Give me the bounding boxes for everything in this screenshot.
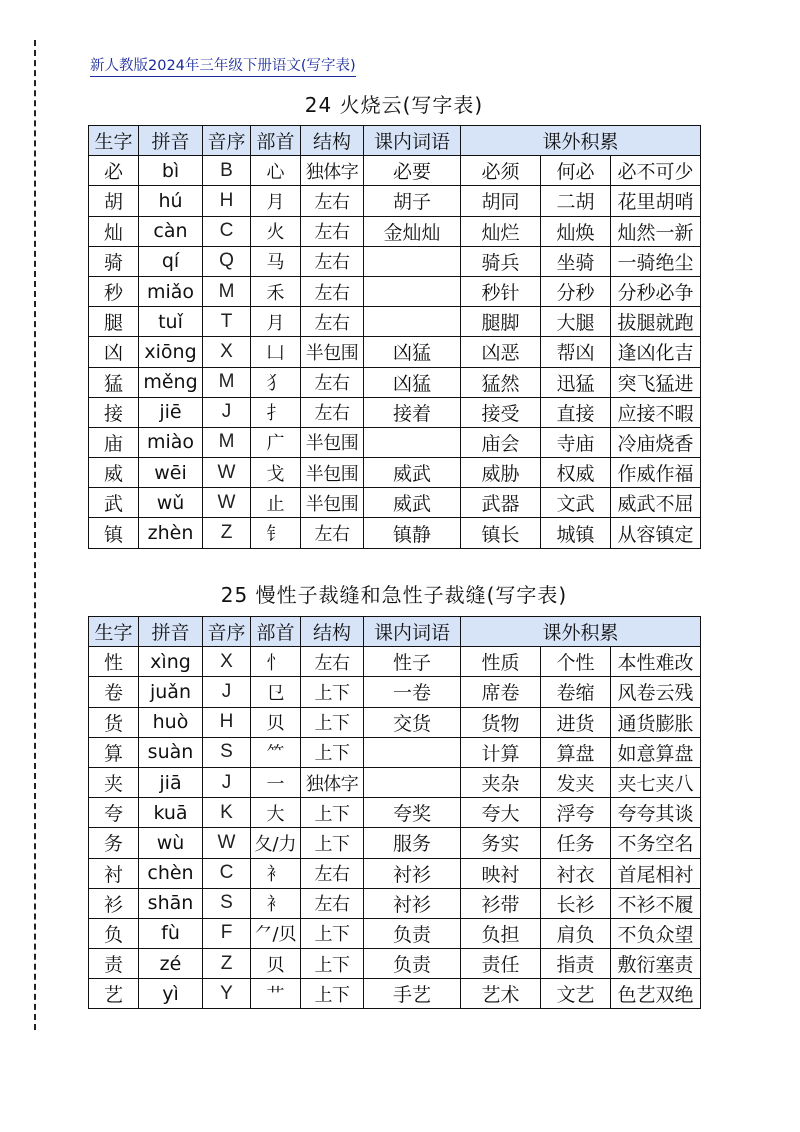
cell-structure: 左右: [301, 276, 364, 306]
cell-extra-idiom: 突飞猛进: [611, 367, 701, 397]
cell-inclass-word: [364, 767, 461, 797]
cell-extra-word: 指责: [541, 949, 611, 979]
cell-inclass-word: 服务: [364, 828, 461, 858]
cell-extra-word: 个性: [541, 647, 611, 677]
cell-pinyin: suàn: [139, 737, 203, 767]
cell-char: 负: [89, 918, 139, 948]
cell-extra-word: 必须: [461, 156, 541, 186]
cell-extra-word: 坐骑: [541, 246, 611, 276]
cell-extra-word: 衬衣: [541, 858, 611, 888]
cell-extra-idiom: 本性难改: [611, 647, 701, 677]
cell-extra-word: 衫带: [461, 888, 541, 918]
cell-radical: 马: [251, 246, 301, 276]
cell-order: C: [203, 216, 251, 246]
cell-pinyin: xìng: [139, 647, 203, 677]
lesson-24-title: 24 火烧云(写字表): [304, 93, 484, 117]
cell-inclass-word: 威武: [364, 458, 461, 488]
lesson-25-title: 25 慢性子裁缝和急性子裁缝(写字表): [220, 583, 568, 607]
cell-pinyin: shān: [139, 888, 203, 918]
cell-extra-word: 寺庙: [541, 427, 611, 457]
table-header-row: [89, 126, 701, 156]
cell-inclass-word: 接着: [364, 397, 461, 427]
cell-char: 责: [89, 949, 139, 979]
cell-order: M: [203, 367, 251, 397]
cell-radical: 火: [251, 216, 301, 246]
cell-pinyin: qí: [139, 246, 203, 276]
cell-structure: 左右: [301, 858, 364, 888]
cell-radical: 犭: [251, 367, 301, 397]
lesson-24-table: [88, 125, 701, 549]
header-extra-words: 课外积累: [461, 617, 701, 647]
cell-radical: 贝: [251, 949, 301, 979]
cell-inclass-word: 负责: [364, 918, 461, 948]
table-row: [89, 828, 701, 858]
cell-order: C: [203, 858, 251, 888]
header-structure: 结构: [301, 126, 364, 156]
cell-radical: ⺮: [251, 737, 301, 767]
cell-extra-idiom: 花里胡哨: [611, 186, 701, 216]
cell-extra-idiom: 通货膨胀: [611, 707, 701, 737]
cell-structure: 独体字: [301, 767, 364, 797]
cell-radical: 㔾: [251, 677, 301, 707]
cell-structure: 上下: [301, 828, 364, 858]
cell-radical: 止: [251, 488, 301, 518]
cell-pinyin: jiā: [139, 767, 203, 797]
cell-inclass-word: 手艺: [364, 979, 461, 1009]
cell-extra-word: 灿烂: [461, 216, 541, 246]
cell-order: Z: [203, 949, 251, 979]
cell-pinyin: miào: [139, 427, 203, 457]
cell-extra-word: 灿焕: [541, 216, 611, 246]
cell-order: S: [203, 737, 251, 767]
cell-char: 镇: [89, 518, 139, 548]
table-row: [89, 458, 701, 488]
table-row: [89, 677, 701, 707]
cell-extra-word: 帮凶: [541, 337, 611, 367]
cell-structure: 上下: [301, 677, 364, 707]
table-row: [89, 858, 701, 888]
table-row: [89, 337, 701, 367]
cell-extra-word: 肩负: [541, 918, 611, 948]
cell-char: 衬: [89, 858, 139, 888]
cell-inclass-word: [364, 307, 461, 337]
cell-inclass-word: 镇静: [364, 518, 461, 548]
cell-extra-word: 何必: [541, 156, 611, 186]
cell-pinyin: huò: [139, 707, 203, 737]
table-row: [89, 767, 701, 797]
table-row: [89, 707, 701, 737]
header-inclass-words: 课内词语: [364, 617, 461, 647]
cell-extra-word: 猛然: [461, 367, 541, 397]
cell-inclass-word: 衬衫: [364, 888, 461, 918]
cell-char: 威: [89, 458, 139, 488]
cell-extra-word: 务实: [461, 828, 541, 858]
header-extra-words: 课外积累: [461, 126, 701, 156]
cell-radical: 广: [251, 427, 301, 457]
cell-extra-word: 凶恶: [461, 337, 541, 367]
cell-structure: 独体字: [301, 156, 364, 186]
cell-extra-word: 骑兵: [461, 246, 541, 276]
cell-extra-word: 秒针: [461, 276, 541, 306]
header-radical: 部首: [251, 617, 301, 647]
cell-extra-idiom: 夹七夹八: [611, 767, 701, 797]
cell-char: 灿: [89, 216, 139, 246]
cell-extra-word: 胡同: [461, 186, 541, 216]
header-char: 生字: [89, 126, 139, 156]
cell-extra-word: 任务: [541, 828, 611, 858]
cell-order: Q: [203, 246, 251, 276]
cell-char: 凶: [89, 337, 139, 367]
cell-char: 必: [89, 156, 139, 186]
cell-extra-word: 性质: [461, 647, 541, 677]
cell-radical: 一: [251, 767, 301, 797]
cell-extra-idiom: 敷衍塞责: [611, 949, 701, 979]
cell-structure: 左右: [301, 647, 364, 677]
cell-inclass-word: 必要: [364, 156, 461, 186]
cell-order: T: [203, 307, 251, 337]
cell-extra-word: 直接: [541, 397, 611, 427]
cell-order: H: [203, 707, 251, 737]
cell-char: 腿: [89, 307, 139, 337]
cell-extra-word: 分秒: [541, 276, 611, 306]
cell-extra-idiom: 威武不屈: [611, 488, 701, 518]
cell-extra-word: 镇长: [461, 518, 541, 548]
cell-extra-idiom: 不衫不履: [611, 888, 701, 918]
cell-extra-idiom: 首尾相衬: [611, 858, 701, 888]
cell-radical: 戈: [251, 458, 301, 488]
header-order: 音序: [203, 126, 251, 156]
cell-extra-idiom: 拔腿就跑: [611, 307, 701, 337]
header-radical: 部首: [251, 126, 301, 156]
cell-extra-word: 二胡: [541, 186, 611, 216]
cell-radical: 艹: [251, 979, 301, 1009]
cell-radical: 凵: [251, 337, 301, 367]
table-row: [89, 246, 701, 276]
cell-extra-word: 权威: [541, 458, 611, 488]
cell-order: W: [203, 488, 251, 518]
cell-char: 衫: [89, 888, 139, 918]
cell-structure: 上下: [301, 737, 364, 767]
header-inclass-words: 课内词语: [364, 126, 461, 156]
cell-pinyin: wǔ: [139, 488, 203, 518]
header-char: 生字: [89, 617, 139, 647]
cell-structure: 左右: [301, 367, 364, 397]
document-header: 新人教版2024年三年级下册语文(写字表): [90, 57, 356, 77]
cell-char: 艺: [89, 979, 139, 1009]
cell-extra-word: 负担: [461, 918, 541, 948]
cell-structure: 上下: [301, 918, 364, 948]
cell-extra-word: 席卷: [461, 677, 541, 707]
cell-extra-word: 艺术: [461, 979, 541, 1009]
cell-pinyin: bì: [139, 156, 203, 186]
cell-order: B: [203, 156, 251, 186]
cell-radical: 心: [251, 156, 301, 186]
cell-extra-idiom: 夸夸其谈: [611, 798, 701, 828]
cell-order: X: [203, 337, 251, 367]
cell-char: 庙: [89, 427, 139, 457]
cell-char: 武: [89, 488, 139, 518]
cell-order: J: [203, 677, 251, 707]
cell-structure: 左右: [301, 397, 364, 427]
cell-order: J: [203, 397, 251, 427]
cell-structure: 半包围: [301, 458, 364, 488]
cell-radical: 大: [251, 798, 301, 828]
cell-inclass-word: 交货: [364, 707, 461, 737]
cell-char: 猛: [89, 367, 139, 397]
cell-extra-word: 货物: [461, 707, 541, 737]
cell-structure: 上下: [301, 707, 364, 737]
cell-char: 算: [89, 737, 139, 767]
table-row: [89, 888, 701, 918]
cell-order: M: [203, 276, 251, 306]
cell-radical: 禾: [251, 276, 301, 306]
cell-extra-word: 大腿: [541, 307, 611, 337]
cell-extra-word: 威胁: [461, 458, 541, 488]
cell-extra-word: 映衬: [461, 858, 541, 888]
cell-extra-idiom: 一骑绝尘: [611, 246, 701, 276]
cell-char: 性: [89, 647, 139, 677]
cell-order: F: [203, 918, 251, 948]
cell-inclass-word: 凶猛: [364, 337, 461, 367]
cell-extra-word: 接受: [461, 397, 541, 427]
cell-extra-word: 文武: [541, 488, 611, 518]
cell-structure: 左右: [301, 888, 364, 918]
cell-char: 夸: [89, 798, 139, 828]
cell-pinyin: fù: [139, 918, 203, 948]
table-row: [89, 367, 701, 397]
cell-order: M: [203, 427, 251, 457]
cell-radical: 衤: [251, 858, 301, 888]
cell-extra-idiom: 作威作福: [611, 458, 701, 488]
header-order: 音序: [203, 617, 251, 647]
cell-radical: 扌: [251, 397, 301, 427]
header-pinyin: 拼音: [139, 617, 203, 647]
cell-structure: 左右: [301, 186, 364, 216]
cell-inclass-word: 凶猛: [364, 367, 461, 397]
cell-char: 秒: [89, 276, 139, 306]
cell-extra-word: 卷缩: [541, 677, 611, 707]
cell-extra-idiom: 必不可少: [611, 156, 701, 186]
cell-extra-idiom: 逢凶化吉: [611, 337, 701, 367]
table-row: [89, 186, 701, 216]
cell-extra-idiom: 风卷云残: [611, 677, 701, 707]
cell-radical: 月: [251, 307, 301, 337]
cell-extra-idiom: 不负众望: [611, 918, 701, 948]
cell-structure: 上下: [301, 949, 364, 979]
cell-pinyin: jiē: [139, 397, 203, 427]
table-row: [89, 397, 701, 427]
cell-extra-word: 文艺: [541, 979, 611, 1009]
cell-char: 胡: [89, 186, 139, 216]
cell-order: W: [203, 458, 251, 488]
cell-inclass-word: 性子: [364, 647, 461, 677]
cell-extra-word: 城镇: [541, 518, 611, 548]
cell-pinyin: wēi: [139, 458, 203, 488]
table-row: [89, 737, 701, 767]
cell-radical: 衤: [251, 888, 301, 918]
table-row: [89, 979, 701, 1009]
table-row: [89, 216, 701, 246]
cell-char: 骑: [89, 246, 139, 276]
cell-pinyin: měng: [139, 367, 203, 397]
table-row: [89, 427, 701, 457]
cell-structure: 上下: [301, 979, 364, 1009]
cell-extra-word: 算盘: [541, 737, 611, 767]
lesson-25-table: [88, 616, 701, 1009]
cell-extra-word: 进货: [541, 707, 611, 737]
cell-radical: 钅: [251, 518, 301, 548]
table-row: [89, 518, 701, 548]
cell-pinyin: chèn: [139, 858, 203, 888]
cell-extra-word: 责任: [461, 949, 541, 979]
cell-pinyin: zé: [139, 949, 203, 979]
cell-structure: 左右: [301, 216, 364, 246]
table-row: [89, 488, 701, 518]
cell-pinyin: juǎn: [139, 677, 203, 707]
cell-extra-word: 计算: [461, 737, 541, 767]
cell-extra-idiom: 如意算盘: [611, 737, 701, 767]
cell-radical: 月: [251, 186, 301, 216]
header-structure: 结构: [301, 617, 364, 647]
cell-char: 夹: [89, 767, 139, 797]
cell-order: K: [203, 798, 251, 828]
cell-inclass-word: 负责: [364, 949, 461, 979]
cell-radical: ⺈/贝: [251, 918, 301, 948]
cell-structure: 半包围: [301, 427, 364, 457]
cell-inclass-word: [364, 737, 461, 767]
binding-margin-line: [34, 40, 36, 1030]
cell-extra-word: 夸大: [461, 798, 541, 828]
cell-char: 务: [89, 828, 139, 858]
cell-pinyin: tuǐ: [139, 307, 203, 337]
cell-order: S: [203, 888, 251, 918]
cell-pinyin: kuā: [139, 798, 203, 828]
cell-order: X: [203, 647, 251, 677]
cell-structure: 半包围: [301, 337, 364, 367]
cell-pinyin: yì: [139, 979, 203, 1009]
cell-pinyin: miǎo: [139, 276, 203, 306]
cell-inclass-word: 衬衫: [364, 858, 461, 888]
table-row: [89, 307, 701, 337]
cell-inclass-word: [364, 427, 461, 457]
cell-inclass-word: 金灿灿: [364, 216, 461, 246]
cell-order: W: [203, 828, 251, 858]
table-row: [89, 156, 701, 186]
cell-pinyin: wù: [139, 828, 203, 858]
table-row: [89, 798, 701, 828]
cell-pinyin: hú: [139, 186, 203, 216]
cell-extra-word: 武器: [461, 488, 541, 518]
table-header-row: [89, 617, 701, 647]
cell-extra-idiom: 从容镇定: [611, 518, 701, 548]
cell-extra-idiom: 应接不暇: [611, 397, 701, 427]
cell-inclass-word: 威武: [364, 488, 461, 518]
cell-radical: 贝: [251, 707, 301, 737]
table-row: [89, 276, 701, 306]
cell-extra-idiom: 分秒必争: [611, 276, 701, 306]
cell-extra-word: 发夹: [541, 767, 611, 797]
header-pinyin: 拼音: [139, 126, 203, 156]
cell-order: Z: [203, 518, 251, 548]
cell-structure: 半包围: [301, 488, 364, 518]
table-row: [89, 949, 701, 979]
cell-extra-word: 长衫: [541, 888, 611, 918]
cell-radical: 忄: [251, 647, 301, 677]
cell-extra-word: 腿脚: [461, 307, 541, 337]
cell-extra-idiom: 灿然一新: [611, 216, 701, 246]
cell-structure: 上下: [301, 798, 364, 828]
cell-inclass-word: [364, 246, 461, 276]
cell-inclass-word: 一卷: [364, 677, 461, 707]
cell-order: J: [203, 767, 251, 797]
cell-char: 接: [89, 397, 139, 427]
cell-radical: 夂/力: [251, 828, 301, 858]
cell-extra-idiom: 不务空名: [611, 828, 701, 858]
cell-structure: 左右: [301, 518, 364, 548]
cell-order: H: [203, 186, 251, 216]
cell-char: 货: [89, 707, 139, 737]
cell-extra-word: 庙会: [461, 427, 541, 457]
cell-char: 卷: [89, 677, 139, 707]
cell-inclass-word: 胡子: [364, 186, 461, 216]
cell-pinyin: càn: [139, 216, 203, 246]
cell-pinyin: zhèn: [139, 518, 203, 548]
cell-extra-word: 迅猛: [541, 367, 611, 397]
cell-extra-idiom: 冷庙烧香: [611, 427, 701, 457]
table-row: [89, 647, 701, 677]
cell-structure: 左右: [301, 307, 364, 337]
cell-inclass-word: 夸奖: [364, 798, 461, 828]
cell-order: Y: [203, 979, 251, 1009]
table-row: [89, 918, 701, 948]
cell-structure: 左右: [301, 246, 364, 276]
cell-extra-word: 浮夸: [541, 798, 611, 828]
cell-pinyin: xiōng: [139, 337, 203, 367]
cell-inclass-word: [364, 276, 461, 306]
cell-extra-word: 夹杂: [461, 767, 541, 797]
cell-extra-idiom: 色艺双绝: [611, 979, 701, 1009]
